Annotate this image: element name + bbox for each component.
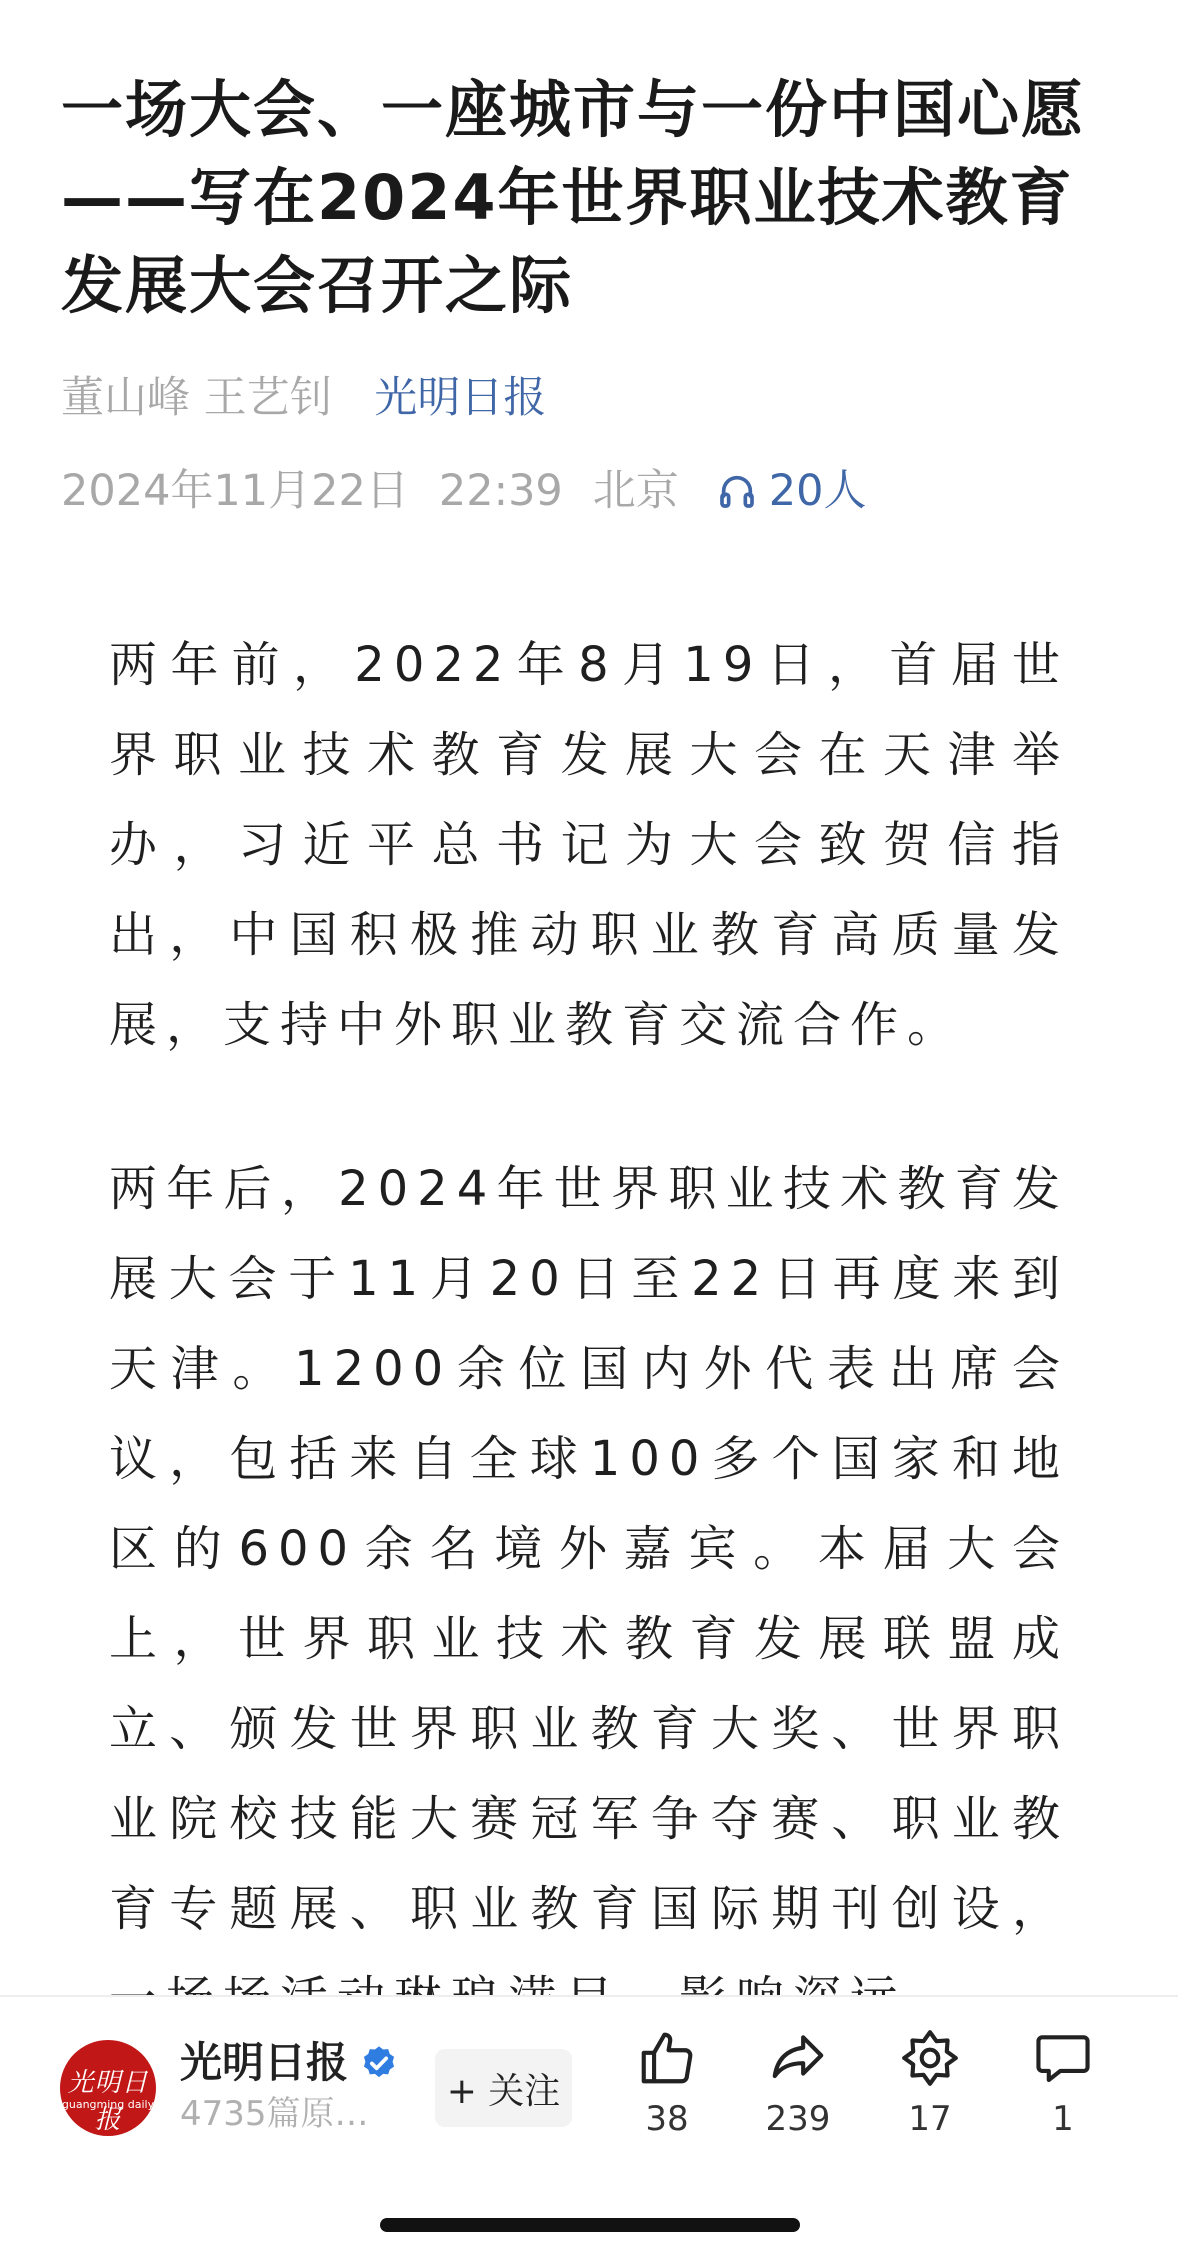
- account-avatar[interactable]: [60, 2040, 156, 2136]
- publish-location: 北京: [592, 466, 679, 516]
- publish-date: 2024年11月22日: [61, 466, 409, 516]
- article-paragraph: 两年前，2022年8月19日，首届世界职业技术教育发展大会在天津举办，习近平总书记为大会致贺信指出，中国积极推动职业教育高质量发展，支持中外职业教育交流合作。: [109, 637, 1069, 1053]
- listener-count: 20人: [768, 466, 867, 516]
- follow-button[interactable]: + 关注: [435, 2049, 572, 2127]
- listen-button[interactable]: [717, 461, 867, 521]
- thumbs-up-icon: [636, 2027, 698, 2089]
- publish-meta: [61, 461, 867, 521]
- favorite-count: 17: [908, 2099, 952, 2139]
- home-indicator[interactable]: [380, 2218, 800, 2232]
- favorite-star-icon: [899, 2027, 961, 2089]
- source-link[interactable]: 光明日报: [374, 373, 547, 423]
- publish-time: 22:39: [438, 466, 563, 516]
- article-title: 一场大会、一座城市与一份中国心愿——写在2024年世界职业技术教育发展大会召开之际: [61, 73, 1086, 322]
- verified-badge-icon: [360, 2044, 398, 2082]
- avatar-logo-text: 光明日报: [67, 2068, 149, 2135]
- comment-icon: [1032, 2027, 1094, 2089]
- byline: [61, 368, 546, 428]
- favorite-button[interactable]: [870, 2027, 990, 2147]
- article-body: [109, 620, 1069, 1985]
- headphones-icon: [717, 471, 757, 511]
- avatar-logo-subtext: guangming daily: [61, 2098, 155, 2111]
- account-article-count: 4735篇原…: [180, 2094, 369, 2134]
- comment-button[interactable]: [1003, 2027, 1123, 2147]
- share-button[interactable]: [738, 2027, 858, 2147]
- share-icon: [767, 2027, 829, 2089]
- comment-count: 1: [1052, 2099, 1074, 2139]
- like-button[interactable]: [607, 2027, 727, 2147]
- author-names: 董山峰 王艺钊: [61, 373, 333, 423]
- share-count: 239: [765, 2099, 831, 2139]
- article-paragraph: 两年后，2024年世界职业技术教育发展大会于11月20日至22日再度来到天津。1200余位国内外代表出席会议，包括来自全球100多个国家和地区的600余名境外嘉宾。本届大会上，世界职业技术教育发展联盟成立、颁发世界职业教育大奖、世界职业院校技能大赛冠军争夺赛、职业教育专题展、职业教育国际期刊创设，: [109, 1161, 1069, 1937]
- account-name: 光明日报: [180, 2038, 349, 2087]
- like-count: 38: [645, 2099, 689, 2139]
- account-name-row[interactable]: [180, 2035, 398, 2091]
